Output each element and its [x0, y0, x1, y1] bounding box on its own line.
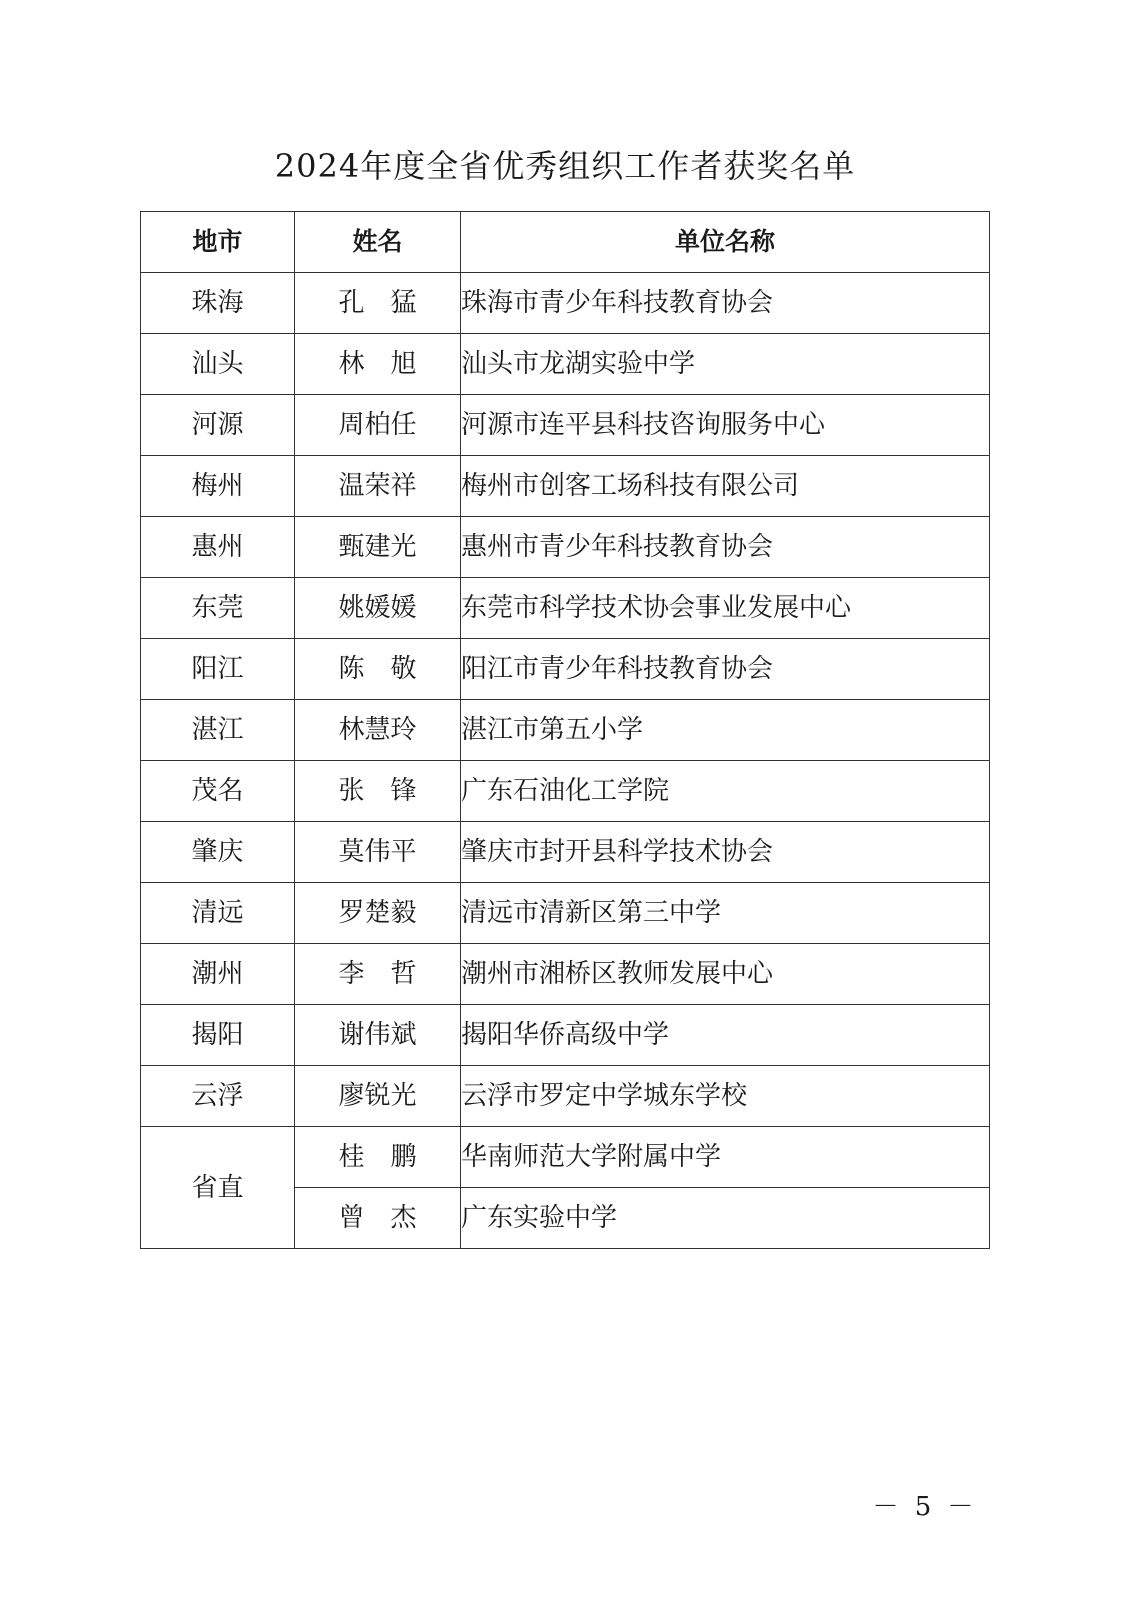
name-cell: 莫伟平 — [295, 822, 461, 883]
unit-cell: 肇庆市封开县科学技术协会 — [461, 822, 990, 883]
unit-cell: 阳江市青少年科技教育协会 — [461, 639, 990, 700]
table-row — [141, 456, 990, 517]
unit-cell: 湛江市第五小学 — [461, 700, 990, 761]
unit-cell: 惠州市青少年科技教育协会 — [461, 517, 990, 578]
unit-cell: 东莞市科学技术协会事业发展中心 — [461, 578, 990, 639]
name-cell: 姚媛媛 — [295, 578, 461, 639]
table-row — [141, 639, 990, 700]
page-number: － 5 － — [872, 1492, 978, 1522]
table-row — [141, 273, 990, 334]
award-table — [140, 211, 990, 1249]
name-cell: 林 旭 — [295, 334, 461, 395]
city-cell-merged: 省直 — [141, 1127, 295, 1249]
table-row — [141, 944, 990, 1005]
city-cell: 珠海 — [141, 273, 295, 334]
name-cell: 林慧玲 — [295, 700, 461, 761]
unit-cell: 广东实验中学 — [461, 1188, 990, 1249]
name-cell: 甄建光 — [295, 517, 461, 578]
column-header-unit: 单位名称 — [461, 212, 990, 273]
name-cell: 张 锋 — [295, 761, 461, 822]
city-cell: 汕头 — [141, 334, 295, 395]
city-cell: 潮州 — [141, 944, 295, 1005]
page-title: 2024年度全省优秀组织工作者获奖名单 — [274, 147, 856, 185]
name-cell: 孔 猛 — [295, 273, 461, 334]
city-cell: 茂名 — [141, 761, 295, 822]
table-row — [141, 578, 990, 639]
column-header-city: 地市 — [141, 212, 295, 273]
table-row — [141, 761, 990, 822]
unit-cell: 广东石油化工学院 — [461, 761, 990, 822]
unit-cell: 云浮市罗定中学城东学校 — [461, 1066, 990, 1127]
table-row — [141, 334, 990, 395]
unit-cell: 珠海市青少年科技教育协会 — [461, 273, 990, 334]
table-row — [141, 517, 990, 578]
name-cell: 桂 鹏 — [295, 1127, 461, 1188]
table-row — [141, 395, 990, 456]
unit-cell: 揭阳华侨高级中学 — [461, 1005, 990, 1066]
city-cell: 河源 — [141, 395, 295, 456]
unit-cell: 华南师范大学附属中学 — [461, 1127, 990, 1188]
table-header-row — [141, 212, 990, 273]
name-cell: 温荣祥 — [295, 456, 461, 517]
table-row — [141, 1066, 990, 1127]
city-cell: 清远 — [141, 883, 295, 944]
column-header-name: 姓名 — [295, 212, 461, 273]
city-cell: 湛江 — [141, 700, 295, 761]
name-cell: 廖锐光 — [295, 1066, 461, 1127]
unit-cell: 清远市清新区第三中学 — [461, 883, 990, 944]
table-row — [141, 1127, 990, 1188]
city-cell: 阳江 — [141, 639, 295, 700]
city-cell: 东莞 — [141, 578, 295, 639]
table-row — [141, 883, 990, 944]
name-cell: 罗楚毅 — [295, 883, 461, 944]
table-row — [141, 822, 990, 883]
unit-cell: 潮州市湘桥区教师发展中心 — [461, 944, 990, 1005]
city-cell: 揭阳 — [141, 1005, 295, 1066]
name-cell: 陈 敬 — [295, 639, 461, 700]
city-cell: 梅州 — [141, 456, 295, 517]
city-cell: 肇庆 — [141, 822, 295, 883]
name-cell: 曾 杰 — [295, 1188, 461, 1249]
city-cell: 惠州 — [141, 517, 295, 578]
table-row — [141, 700, 990, 761]
name-cell: 李 哲 — [295, 944, 461, 1005]
table-row — [141, 1005, 990, 1066]
unit-cell: 梅州市创客工场科技有限公司 — [461, 456, 990, 517]
unit-cell: 汕头市龙湖实验中学 — [461, 334, 990, 395]
name-cell: 周柏任 — [295, 395, 461, 456]
unit-cell: 河源市连平县科技咨询服务中心 — [461, 395, 990, 456]
city-cell: 云浮 — [141, 1066, 295, 1127]
name-cell: 谢伟斌 — [295, 1005, 461, 1066]
